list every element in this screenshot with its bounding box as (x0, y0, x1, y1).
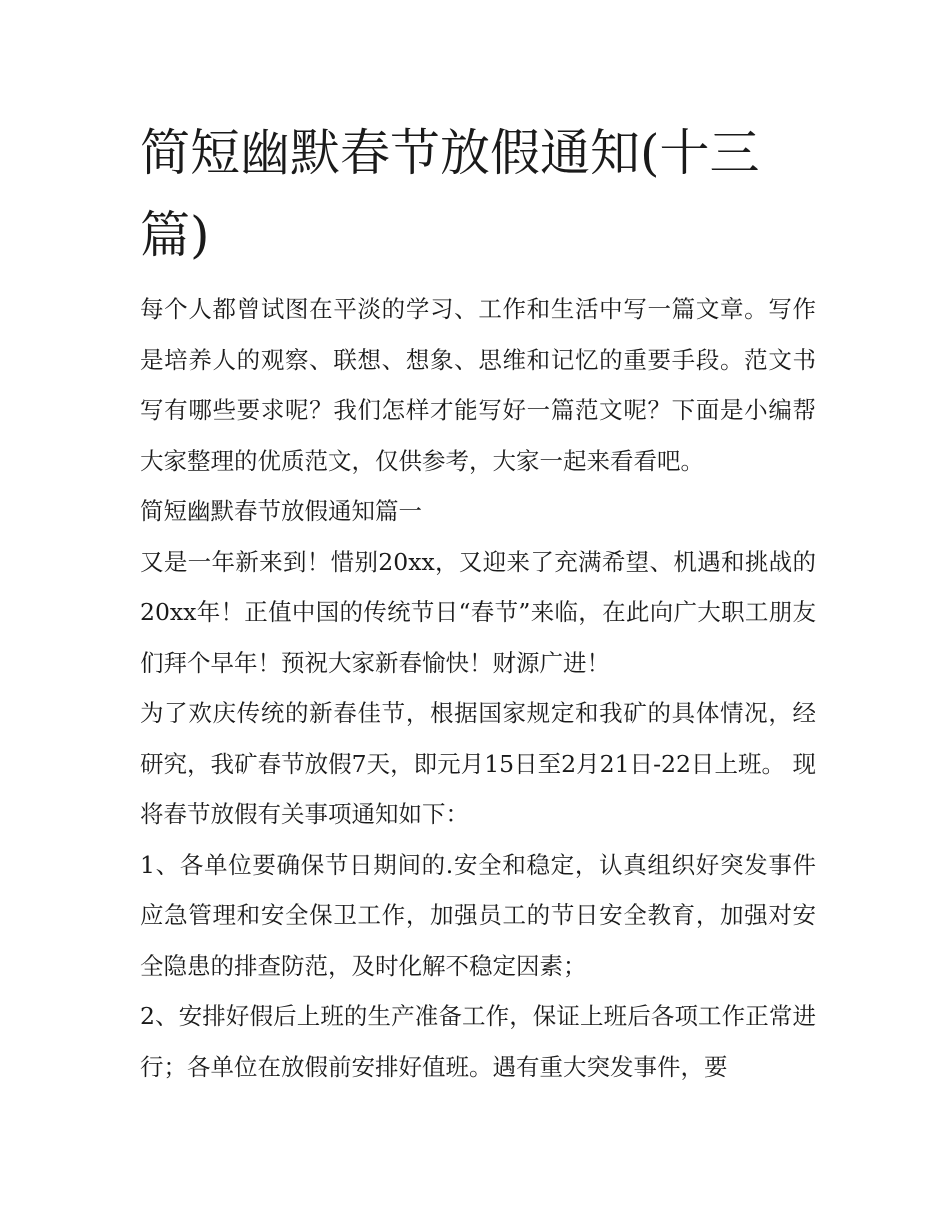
notice-item-1: 1、各单位要确保节日期间的.安全和稳定，认真组织好突发事件应急管理和安全保卫工作，加强员工的节日安全教育，加强对安全隐患的排查防范，及时化解不稳定因素； (140, 850, 816, 980)
notice-item-2: 2、安排好假后上班的生产准备工作，保证上班后各项工作正常进行；各单位在放假前安排好值班。遇有重大突发事件，要 (140, 1002, 816, 1081)
section-heading: 简短幽默春节放假通知篇一 (140, 497, 422, 525)
holiday-schedule-paragraph: 为了欢庆传统的新春佳节，根据国家规定和我矿的具体情况，经研究，我矿春节放假7天，即元月15日至2月21日-22日上班。 现将春节放假有关事项通知如下： (140, 699, 816, 828)
document-title: 简短幽默春节放假通知(十三篇) (140, 124, 760, 264)
intro-paragraph: 每个人都曾试图在平淡的学习、工作和生活中写一篇文章。写作是培养人的观察、联想、想象、思维和记忆的重要手段。范文书写有哪些要求呢？我们怎样才能写好一篇范文呢？下面是小编帮大家整理的优质范文，仅供参考，大家一起来看看吧。 (140, 295, 816, 475)
document-page (140, 112, 816, 1092)
greeting-paragraph: 又是一年新来到！惜别20xx，又迎来了充满希望、机遇和挑战的20xx年！正值中国的传统节日“春节”来临，在此向广大职工朋友们拜个早年！预祝大家新春愉快！财源广进！ (140, 547, 816, 677)
